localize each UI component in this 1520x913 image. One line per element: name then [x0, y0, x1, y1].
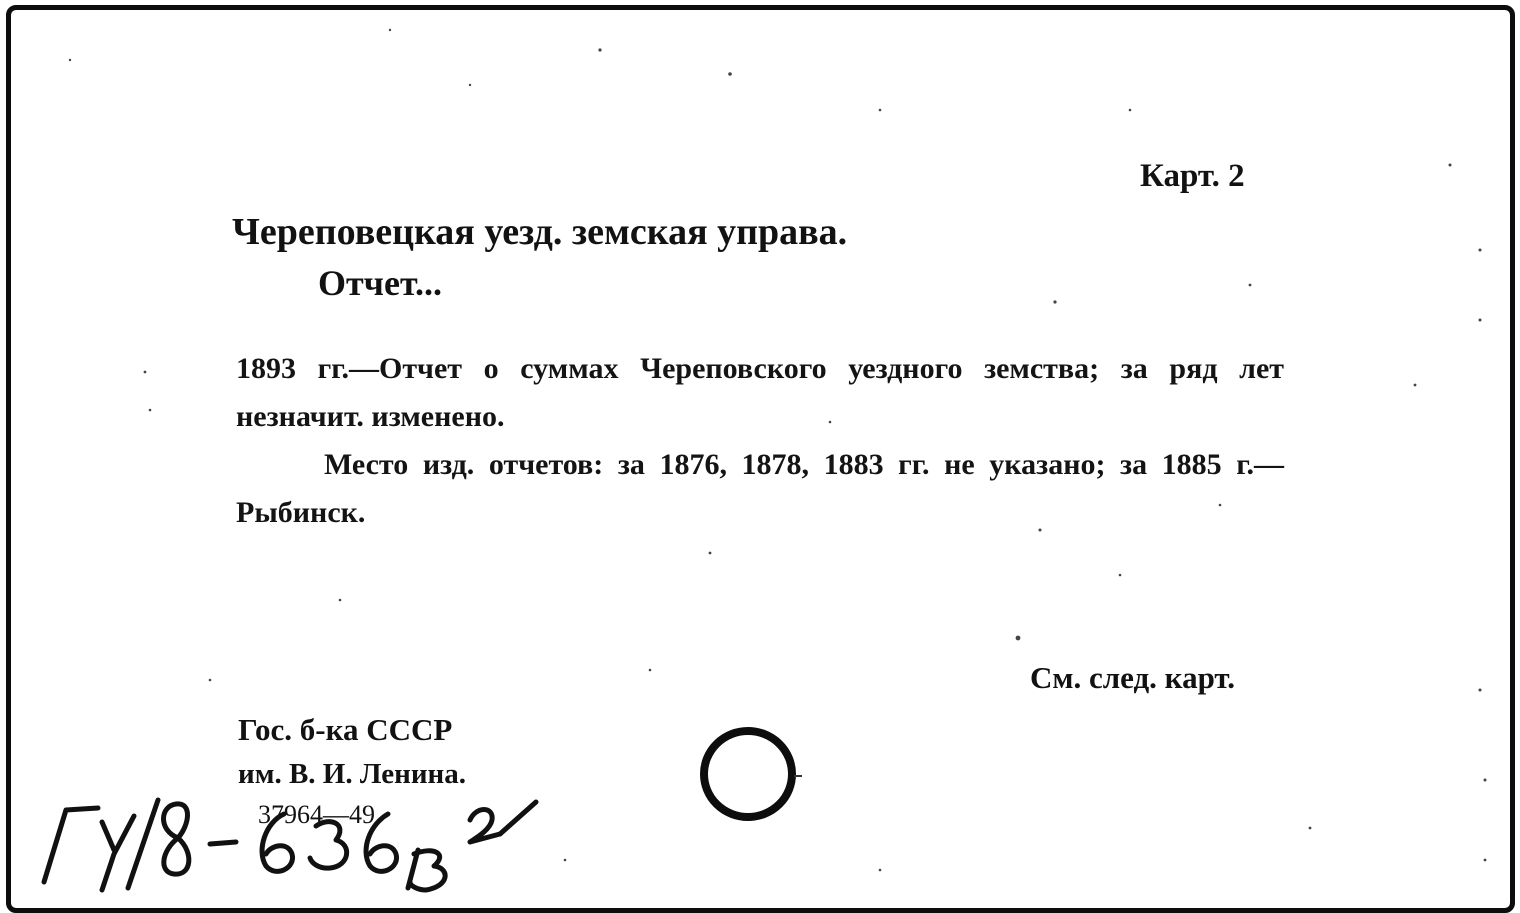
library-stamp-line-1: Гос. б-ка СССР [238, 712, 453, 747]
body-paragraph-1: 1893 гг.—Отчет о суммах Череповского уездного земства; за ряд лет незначит. изменено. [236, 352, 1284, 433]
see-next-card-note: См. след. карт. [1030, 660, 1236, 695]
library-stamp-line-2: им. В. И. Ленина. [238, 758, 467, 790]
handwritten-shelf-code [30, 780, 550, 900]
body-paragraph-2: Место изд. отчетов: за 1876, 1878, 1883 гг. не указано; за 1885 г.—Рыбинск. [236, 448, 1284, 529]
punched-hole-ring [690, 718, 810, 828]
card-title: Череповецкая уезд. земская управа. [232, 211, 848, 253]
card-subtitle: Отчет... [318, 263, 442, 303]
card-number: Карт. 2 [1140, 158, 1245, 194]
card-body [236, 345, 1284, 537]
library-stamp-line-3: 37964—49 [258, 800, 375, 829]
